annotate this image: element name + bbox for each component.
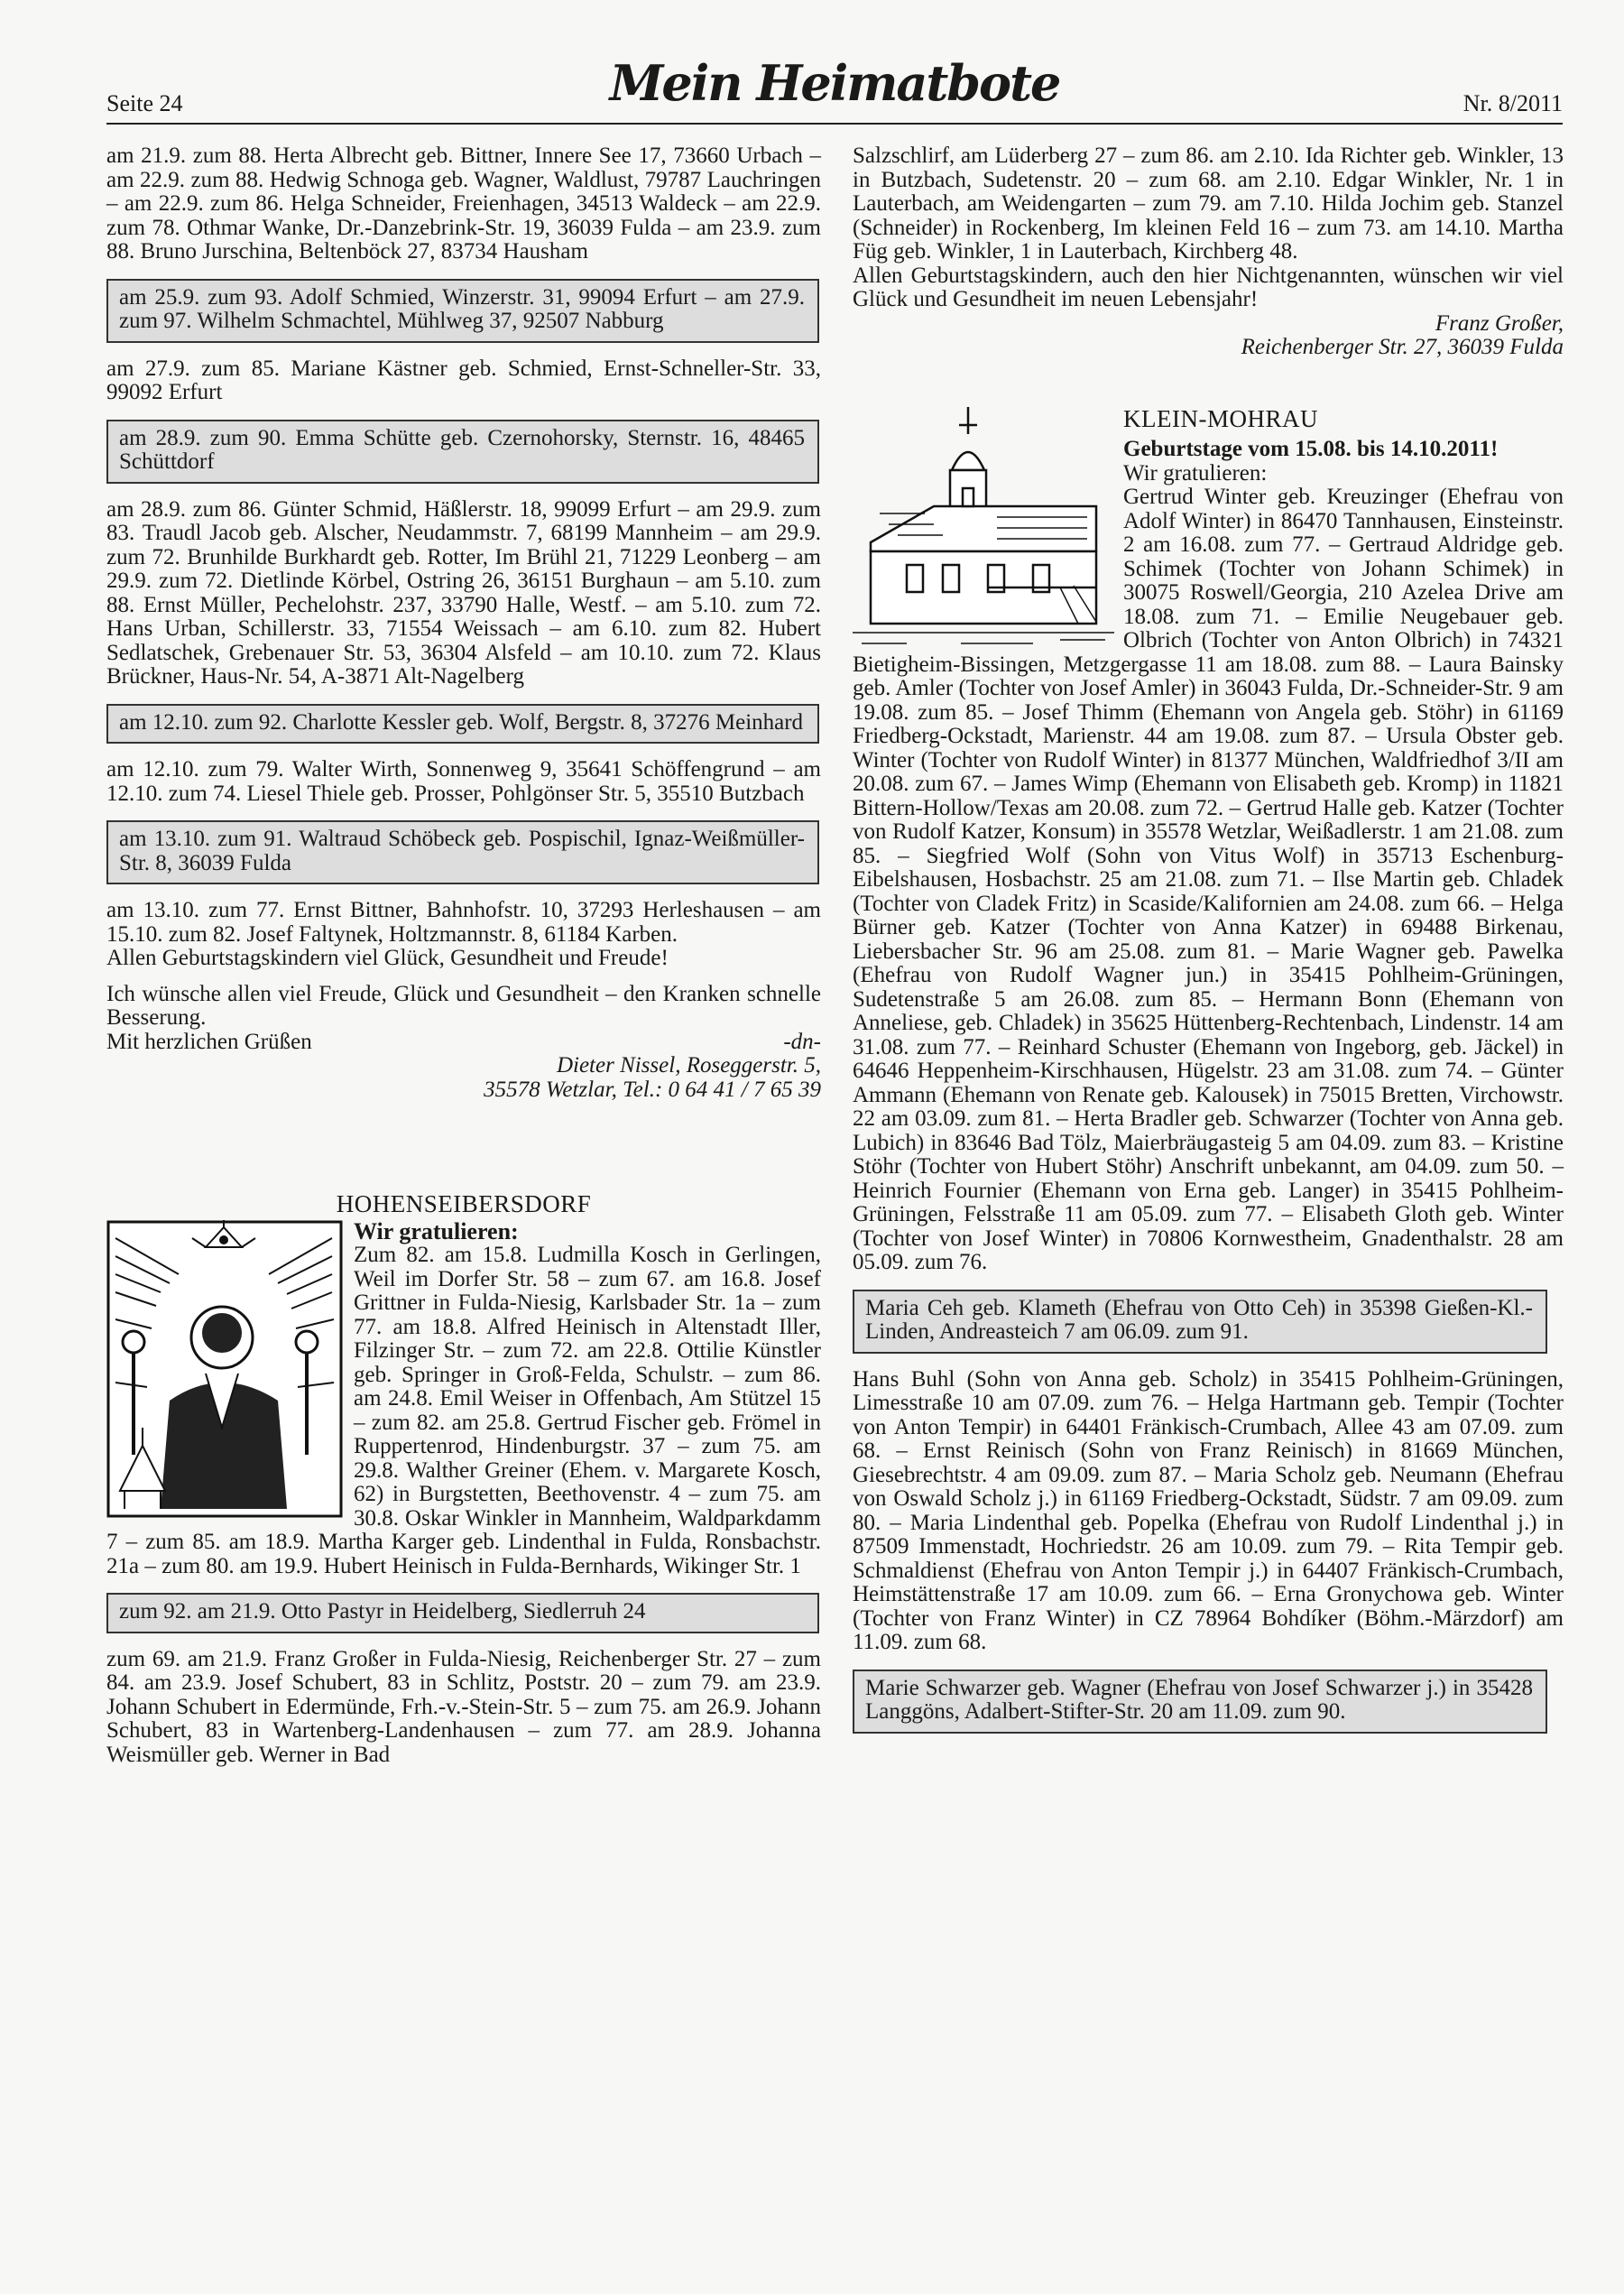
left-column bbox=[106, 144, 821, 1767]
woodcut-illustration bbox=[106, 1220, 343, 1518]
highlight-box bbox=[853, 1290, 1547, 1354]
date-range-subtitle: Geburtstage vom 15.08. bis 14.10.2011! bbox=[1123, 437, 1499, 461]
box-text: am 28.9. zum 90. Emma Schütte geb. Czernohorsky, Sternstr. 16, 48465 Schüttdorf bbox=[119, 425, 805, 474]
highlight-box bbox=[106, 1593, 819, 1633]
signature-line: Dieter Nissel, Roseggerstr. 5, bbox=[556, 1053, 821, 1078]
paragraph: Hans Buhl (Sohn von Anna geb. Scholz) in 35415 Pohlheim-Grüningen, Limesstraße 10 am 07.09. zum 76. – Helga Hartmann geb. Tempir (Tochter von Anton Tempir) in 64401 Fränkisch-Crumbach, Allee 43 am 07.09. zum 68. – Ernst Reinisch (Sohn von Franz Reinisch) in 81669 München, Giesebrechtstr. 4 am 09.09. zum 87. – Maria Scholz geb. Neumann (Ehefrau von Oswald Scholz j.) in 61169 Friedberg-Ockstadt, Südstr. 7 am 09.09. zum 80. – Maria Lindenthal geb. Popelka (Ehefrau von Rudolf Lindenthal j.) in 87509 Immenstadt, Hochriedstr. 26 am 10.09. zum 79. – Rita Tempir geb. Schmaldienst (Ehefrau von Anton Tempir j.) in 64407 Fränkisch-Crumbach, Heimstättenstraße 17 am 10.09. zum 66. – Erna Gronychowa geb. Winter (Tochter von Franz Winter) in CZ 78964 Bohdíker (Böhm.-Märzdorf) am 11.09. zum 68. bbox=[853, 1366, 1564, 1654]
paragraph: am 13.10. zum 77. Ernst Bittner, Bahnhofstr. 10, 37293 Herleshausen – am 15.10. zum 82. Josef Faltynek, Holtzmannstr. 8, 61184 Karben. bbox=[106, 898, 821, 947]
paragraph: Allen Geburtstagskindern viel Glück, Gesundheit und Freude! bbox=[106, 946, 669, 970]
box-text: Maria Ceh geb. Klameth (Ehefrau von Otto Ceh) in 35398 Gießen-Kl.-Linden, Andreasteich 7 am 06.09. zum 91. bbox=[865, 1295, 1533, 1344]
paragraph: Gertrud Winter geb. Kreuzinger (Ehefrau von Adolf Winter) in 86470 Tannhausen, Einsteinstr. 2 am 16.08. zum 77. – Gertraud Aldridge geb. Schimek (Tochter von Johann Schimek) in 30075 Roswell/Georgia, 210 Azelea Drive am 18.08. zum 71. – Emilie Neugebauer geb. Olbrich (Tochter von Anton Olbrich) in 74321 Bietigheim-Bissingen, Metzgergasse 11 am 18.08. zum 88. – Laura Bainsky geb. Amler (Tochter von Josef Amler) in 36043 Fulda, Dr.-Schneider-Str. 9 am 19.08. zum 85. – Josef Thimm (Ehemann von Angela geb. Stöhr) in 61169 Friedberg-Ockstadt, Marienstr. 44 am 19.08. zum 87. – Ursula Obster geb. Winter (Tochter von Rudolf Winter) in 81377 München, Waldfriedhof 3/II am 20.08. zum 67. – James Wimp (Ehemann von Elisabeth geb. Kromp) in 11821 Bittern-Hollow/Texas am 20.08. zum 72. – Gertrud Halle geb. Katzer (Tochter von Rudolf Katzer, Konsum) in 35578 Wetzlar, Weißadlerstr. 1 am 21.08. zum 85. – Siegfried Wolf (Sohn von Vitus Wolf) in 35713 Eschenburg-Eibelshausen, Hosbachstr. 25 am 21.08. zum 71. – Ilse Martin geb. Chladek (Tochter von Cladek Fritz) in Scaside/Kalifornien am 24.08. zum 66. – Helga Bürner geb. Katzer (Tochter von Anna Katzer) in 69488 Birkenau, Liebersbacher Str. 96 am 25.08. zum 81. – Marie Wagner geb. Pawelka (Ehefrau von Rudolf Wagner jun.) in 35415 Pohlheim-Grüningen, Sudetenstraße 5 am 26.08. zum 85. – Hermann Bonn (Ehemann von Anneliese, geb. Chladek) in 35625 Hüttenberg-Rechtenbach, Lindenstr. 14 am 31.08. zum 77. – Reinhard Schuster (Ehemann von Ingeborg, geb. Jäckel) in 64646 Heppenheim-Kirschhausen, Hügelstr. 23 am 31.08. zum 74. – Günter Ammann (Ehemann von Renate geb. Kalousek) in 75015 Bretten, Virchowstr. 22 am 03.09. zum 81. – Herta Bradler geb. Schwarzer (Tochter von Anna geb. Lubich) in 83646 Bad Tölz, Maierbräugasteig 5 am 04.09. zum 83. – Kristine Stöhr (Tochter von Hubert Stöhr) Anschrift unbekannt, am 04.09. zum 50. – Heinrich Fournier (Ehemann von Erna geb. Langer) in 35415 Pohlheim-Grüningen, Felsstraße 11 am 05.09. zum 77. – Elisabeth Gloth geb. Winter (Tochter von Josef Winter) in 70806 Kornwestheim, Gnadenthalstr. 28 am 05.09. zum 76. bbox=[853, 485, 1564, 1274]
paragraph: Salzschlirf, am Lüderberg 27 – zum 86. am 2.10. Ida Richter geb. Winkler, 13 in Butzbach, Sudetenstr. 20 – zum 68. am 2.10. Edgar Winkler, Nr. 1 in Lauterbach, am Weidengarten – zum 79. am 7.10. Hilda Jochim geb. Stanzel (Schneider) in Rockenberg, Im kleinen Feld 16 – zum 73. am 14.10. Martha Füg geb. Winkler, 1 in Lauterbach, Kirchberg 48. bbox=[853, 143, 1564, 264]
highlight-box bbox=[106, 279, 819, 343]
signature-line: Franz Großer, bbox=[1435, 310, 1564, 336]
paragraph: Zum 82. am 15.8. Ludmilla Kosch in Gerlingen, Weil im Dorfer Str. 58 – zum 67. am 16.8. Josef Grittner in Fulda-Niesig, Karlsbader Str. 1a – zum 77. am 18.8. Alfred Heinisch in Altenstadt Iller, Filzinger Str. – zum 72. am 22.8. Ottilie Künstler geb. Springer in Groß-Felda, Schulstr. – zum 86. am 24.8. Emil Weiser in Offenbach, Am Stützel 15 – zum 82. am 25.8. Gertrud Fischer geb. Frömel in Ruppertenrod, Hindenburgstr. 37 – zum 75. am 29.8. Walther Greiner (Ehem. v. Margarete Kosch, 62) in Burgstetten, Beethovenstr. 4 – zum 75. am 30.8. Oskar Winkler in Mannheim, Waldparkdamm 7 – zum 85. am 18.9. Martha Karger geb. Lindenthal in Fulda, Ronsbachstr. 21a – zum 80. am 19.9. Hubert Heinisch in Fulda-Bernhards, Wikinger Str. 1 bbox=[106, 1243, 821, 1578]
highlight-box bbox=[106, 420, 819, 484]
greeting bbox=[106, 1031, 821, 1055]
church-illustration bbox=[853, 407, 1114, 651]
highlight-box bbox=[106, 820, 819, 884]
paragraph: zum 69. am 21.9. Franz Großer in Fulda-Niesig, Reichenberger Str. 27 – zum 84. am 23.9. Josef Schubert, 83 in Schlitz, Poststr. 20 – zum 79. am 23.9. Johann Schubert in Edermünde, Frh.-v.-Stein-Str. 5 – zum 75. am 26.9. Johann Schubert, 83 in Wartenberg-Landenhausen – zum 77. am 28.9. Johanna Weismüller geb. Werner in Bad bbox=[106, 1646, 821, 1767]
signature-line: 35578 Wetzlar, Tel.: 0 64 41 / 7 65 39 bbox=[484, 1077, 821, 1102]
highlight-box bbox=[106, 704, 819, 745]
box-text: Marie Schwarzer geb. Wagner (Ehefrau von Josef Schwarzer j.) in 35428 Langgöns, Adalbert-Stifter-Str. 20 am 11.09. zum 90. bbox=[865, 1675, 1533, 1724]
klein-mohrau-section bbox=[853, 404, 1564, 1275]
masthead-title: Mein Heimatbote bbox=[609, 54, 1060, 112]
paragraph: Allen Geburtstagskindern, auch den hier Nichtgenannten, wünschen wir viel Glück und Gesundheit im neuen Lebensjahr! bbox=[853, 263, 1564, 311]
page-number: Seite 24 bbox=[106, 89, 183, 116]
section-title: KLEIN-MOHRAU bbox=[1123, 404, 1318, 432]
box-text: am 25.9. zum 93. Adolf Schmied, Winzerstr. 31, 99094 Erfurt – am 27.9. zum 97. Wilhelm Schmachtel, Mühlweg 37, 92507 Nabburg bbox=[119, 284, 805, 333]
initials: -dn- bbox=[783, 1029, 821, 1054]
church-icon bbox=[853, 407, 1114, 651]
paragraph: am 21.9. zum 88. Herta Albrecht geb. Bittner, Innere See 17, 73660 Urbach – am 22.9. zum 88. Hedwig Schnoga geb. Wagner, Waldlust, 79787 Lauchringen – am 22.9. zum 86. Helga Schneider, Freienhagen, 34513 Waldeck – am 22.9. zum 78. Othmar Wanke, Dr.-Danzebrink-Str. 19, 36039 Fulda – am 23.9. zum 88. Bruno Jurschina, Beltenböck 27, 83734 Hausham bbox=[106, 143, 821, 264]
signature-line: Reichenberger Str. 27, 36039 Fulda bbox=[1241, 335, 1564, 359]
saint-woodcut-icon bbox=[106, 1220, 343, 1518]
header-rule bbox=[106, 123, 1563, 125]
paragraph: am 27.9. zum 85. Mariane Kästner geb. Schmied, Ernst-Schneller-Str. 33, 99092 Erfurt bbox=[106, 356, 821, 404]
box-text: am 12.10. zum 92. Charlotte Kessler geb. Wolf, Bergstr. 8, 37276 Meinhard bbox=[119, 709, 804, 735]
page-header bbox=[106, 49, 1563, 125]
congratulations-heading: Wir gratulieren: bbox=[354, 1217, 519, 1244]
paragraph: am 12.10. zum 79. Walter Wirth, Sonnenweg 9, 35641 Schöffengrund – am 12.10. zum 74. Liesel Thiele geb. Prosser, Pohlgönser Str. 5, 35510 Butzbach bbox=[106, 757, 821, 806]
issue-number: Nr. 8/2011 bbox=[1463, 89, 1563, 116]
highlight-box bbox=[853, 1670, 1547, 1734]
congratulations-heading: Wir gratulieren: bbox=[1123, 460, 1268, 486]
section-title: HOHENSEIBERSDORF bbox=[336, 1190, 592, 1217]
box-text: zum 92. am 21.9. Otto Pastyr in Heidelberg, Siedlerruh 24 bbox=[119, 1599, 646, 1623]
paragraph: am 28.9. zum 86. Günter Schmid, Häßlerstr. 18, 99099 Erfurt – am 29.9. zum 83. Traudl Jacob geb. Alscher, Neudammstr. 7, 68199 Mannheim – am 29.9. zum 72. Brunhilde Burkhardt geb. Rotter, Im Brühl 21, 71229 Leonberg – am 29.9. zum 72. Dietlinde Körbel, Ostring 26, 36151 Burghaun – am 5.10. zum 88. Ernst Müller, Pechelohstr. 237, 33790 Halle, Westf. – am 5.10. zum 72. Hans Urban, Schillerstr. 33, 71554 Weissach – am 6.10. zum 82. Hubert Sedlatschek, Grebenauer Str. 53, 36304 Alsfeld – am 10.10. zum 72. Klaus Brückner, Haus-Nr. 54, A-3871 Alt-Nagelberg bbox=[106, 496, 821, 689]
greeting-text: Mit herzlichen Grüßen bbox=[106, 1029, 312, 1054]
paragraph: Ich wünsche allen viel Freude, Glück und Gesundheit – den Kranken schnelle Besserung. bbox=[106, 981, 821, 1030]
box-text: am 13.10. zum 91. Waltraud Schöbeck geb. Pospischil, Ignaz-Weißmüller-Str. 8, 36039 Fulda bbox=[119, 827, 805, 875]
right-column bbox=[853, 144, 1564, 1748]
